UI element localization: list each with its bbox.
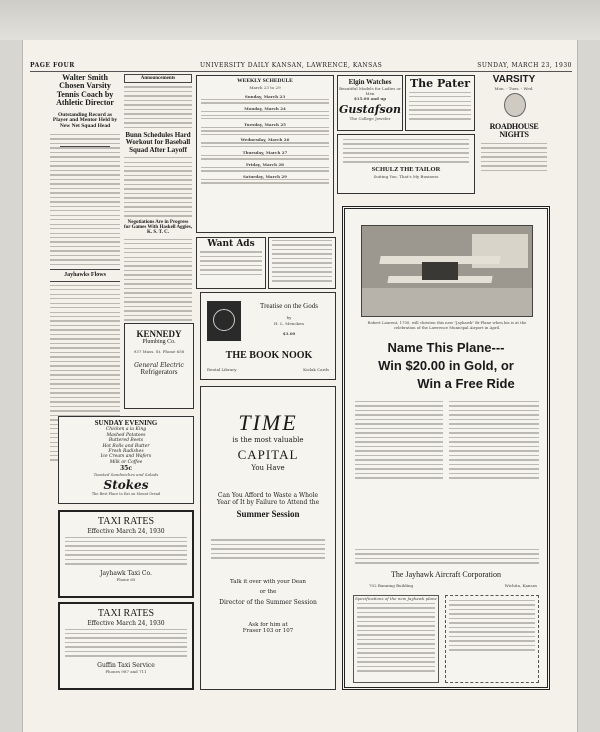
kennedy-addr: 937 Mass. St. Phone 658 xyxy=(133,348,185,354)
pater-title: The Pater xyxy=(410,77,470,90)
plane-caption: Robert Laurent, 1700, will christen this new "Jayhawk" Bi-Plane when his is at the celebration of the Lawrence Municipal Airport in April. xyxy=(367,320,527,330)
bunn-headline: Bunn Schedules Hard Workout for Baseball Squad After Layoff xyxy=(125,131,191,154)
menu-item: Ice Cream and Wafers xyxy=(100,454,152,460)
schedule-day: Friday, March 28 xyxy=(246,161,284,167)
column-1 xyxy=(50,74,120,464)
sunday-menu xyxy=(59,427,193,465)
tennis-headline: Walter Smith Chosen Varsity Tennis Coach by Athletic Director xyxy=(56,73,114,108)
schulz-sub: Suiting You. That's My Business xyxy=(373,173,439,179)
book-left: Rental Library xyxy=(207,367,237,372)
page-header xyxy=(30,60,572,72)
time-director: Director of the Summer Session xyxy=(219,598,317,606)
taxi2-phone: Phones 987 and 711 xyxy=(105,668,147,674)
company-name: The Jayhawk Aircraft Corporation xyxy=(391,570,501,579)
jayhawk-flows-headline: Jayhawks Flows xyxy=(50,269,120,281)
book-right: Kodak Cards xyxy=(303,367,329,372)
negotiations-headline: Negotiations Are in Progress for Games With Haskell Aggies, K. S. T. C. xyxy=(124,219,192,236)
taxi1-title: TAXI RATES xyxy=(97,516,155,527)
roadhouse-title: ROADHOUSE NIGHTS xyxy=(489,122,539,140)
time-capital: CAPITAL xyxy=(237,447,299,463)
kennedy-ge: General Electric xyxy=(134,361,184,369)
menu-item: Chicken a la King xyxy=(105,427,147,433)
taxi-rates-ad-2 xyxy=(58,602,194,690)
tennis-deck: Outstanding Record as Player and Mentor Held by New Net Squad Head xyxy=(52,111,118,130)
issue-date: SUNDAY, MARCH 23, 1930 xyxy=(477,62,572,69)
taxi-rates-ad-1 xyxy=(58,510,194,598)
elgin-title: Elgin Watches xyxy=(348,78,392,86)
announcements-head: Announcements xyxy=(124,74,192,83)
column-2 xyxy=(124,74,192,337)
plane-headline-2: Win $20.00 in Gold, or xyxy=(378,358,514,373)
schulz-ad xyxy=(337,134,475,194)
book-nook-title: THE BOOK NOOK xyxy=(225,350,313,361)
want-ads-title: Want Ads xyxy=(207,239,255,249)
schedule-dates: March 23 to 29 xyxy=(249,84,281,90)
book-title: Treatise on the Gods xyxy=(260,302,318,310)
company-city: Wichita, Kansas xyxy=(504,583,537,588)
time-can-you: Can You Afford to Waste a Whole Year of It by Failure to Attend the xyxy=(216,491,320,507)
time-or-the: or the xyxy=(259,588,277,595)
pater-ad xyxy=(405,75,475,131)
sunday-title: SUNDAY EVENING xyxy=(94,419,158,427)
schedule-day: Thursday, March 27 xyxy=(242,149,288,155)
varsity-sub: Mon. - Tues. - Wed. xyxy=(494,85,534,91)
weekly-schedule xyxy=(196,75,334,233)
jayhawk-plane-ad xyxy=(342,206,550,690)
time-ask: Ask for him at xyxy=(248,621,288,628)
book-emblem xyxy=(207,301,241,341)
book-nook-ad xyxy=(200,292,336,380)
gustafson-sub: The College Jeweler xyxy=(349,116,391,122)
elgin-price: $15.00 and up xyxy=(353,96,387,102)
stokes-tag: The Best Place to Eat on Mount Oread xyxy=(91,492,161,497)
schedule-day: Saturday, March 29 xyxy=(243,173,287,179)
plane-photo xyxy=(361,225,533,317)
schedule-title: WEEKLY SCHEDULE xyxy=(237,78,293,84)
gustafson-logo: Gustafson xyxy=(338,103,402,117)
schedule-day: Monday, March 24 xyxy=(244,105,286,111)
varsity-title: VARSITY xyxy=(492,75,536,85)
taxi1-date: Effective March 24, 1930 xyxy=(87,527,165,535)
taxi2-company: Guffin Taxi Service xyxy=(97,661,155,669)
menu-item: Buttered Beets xyxy=(108,438,144,444)
schedule-day: Tuesday, March 25 xyxy=(244,121,286,127)
sunday-toasted: Toasted Sandwiches and Salads xyxy=(93,472,159,478)
taxi2-title: TAXI RATES xyxy=(97,608,155,619)
menu-item: Mashed Potatoes xyxy=(106,432,146,438)
menu-item: Milk or Coffee xyxy=(109,459,143,465)
time-capital-ad xyxy=(200,386,336,690)
entry-coupon[interactable] xyxy=(445,595,539,683)
menu-item: Fresh Radishes xyxy=(108,448,144,454)
book-author: H. L. Mencken xyxy=(274,321,304,326)
plane-headline-3: Win a Free Ride xyxy=(417,376,515,391)
time-title: TIME xyxy=(238,410,298,435)
masthead-line: UNIVERSITY DAILY KANSAN, LAWRENCE, KANSAS xyxy=(200,62,383,69)
kennedy-title: KENNEDY xyxy=(136,329,182,339)
time-you-have: You Have xyxy=(251,463,285,472)
book-by: by xyxy=(286,315,292,320)
kennedy-ref: Refrigerators xyxy=(140,367,178,376)
kennedy-sub: Plumbing Co. xyxy=(142,339,176,346)
time-summer: Summer Session xyxy=(236,508,300,519)
kennedy-ad xyxy=(124,323,194,409)
viewer-top-bar xyxy=(0,0,600,40)
spec-box xyxy=(353,595,439,683)
actor-portrait xyxy=(504,93,526,117)
spec-title: Specifications of the new Jayhawk plane xyxy=(355,596,437,601)
classifieds xyxy=(268,237,336,289)
sunday-evening-ad xyxy=(58,416,194,504)
menu-item: Hot Rolls and Butter xyxy=(102,443,150,449)
taxi2-date: Effective March 24, 1930 xyxy=(87,619,165,627)
plane-fuselage xyxy=(422,262,458,280)
page-number: PAGE FOUR xyxy=(30,62,75,69)
schedule-days xyxy=(197,90,333,188)
book-price: $3.00 xyxy=(282,331,296,336)
time-fraser: Fraser 103 or 107 xyxy=(242,627,294,634)
taxi1-company: Jayhawk Taxi Co. xyxy=(100,569,152,577)
plane-headline-1: Name This Plane--- xyxy=(387,340,505,355)
company-addr: 702 Banning Building xyxy=(369,583,414,588)
time-talk: Talk it over with your Dean xyxy=(230,578,306,585)
schedule-day: Sunday, March 23 xyxy=(244,93,286,99)
elgin-ad xyxy=(337,75,403,131)
stokes-logo: Stokes xyxy=(103,478,149,493)
taxi1-phone: Phone 65 xyxy=(116,576,136,582)
schulz-title: SCHULZ THE TAILOR xyxy=(371,165,441,173)
sunday-price: 35c xyxy=(119,465,132,473)
schedule-day: Wednesday, March 26 xyxy=(240,137,290,143)
elgin-sub: Beautiful Models for Ladies or Men xyxy=(339,86,401,97)
tennis-body xyxy=(50,134,120,265)
want-ads xyxy=(196,237,266,289)
varsity-ad xyxy=(478,75,550,195)
time-line1: is the most valuable xyxy=(232,436,304,445)
